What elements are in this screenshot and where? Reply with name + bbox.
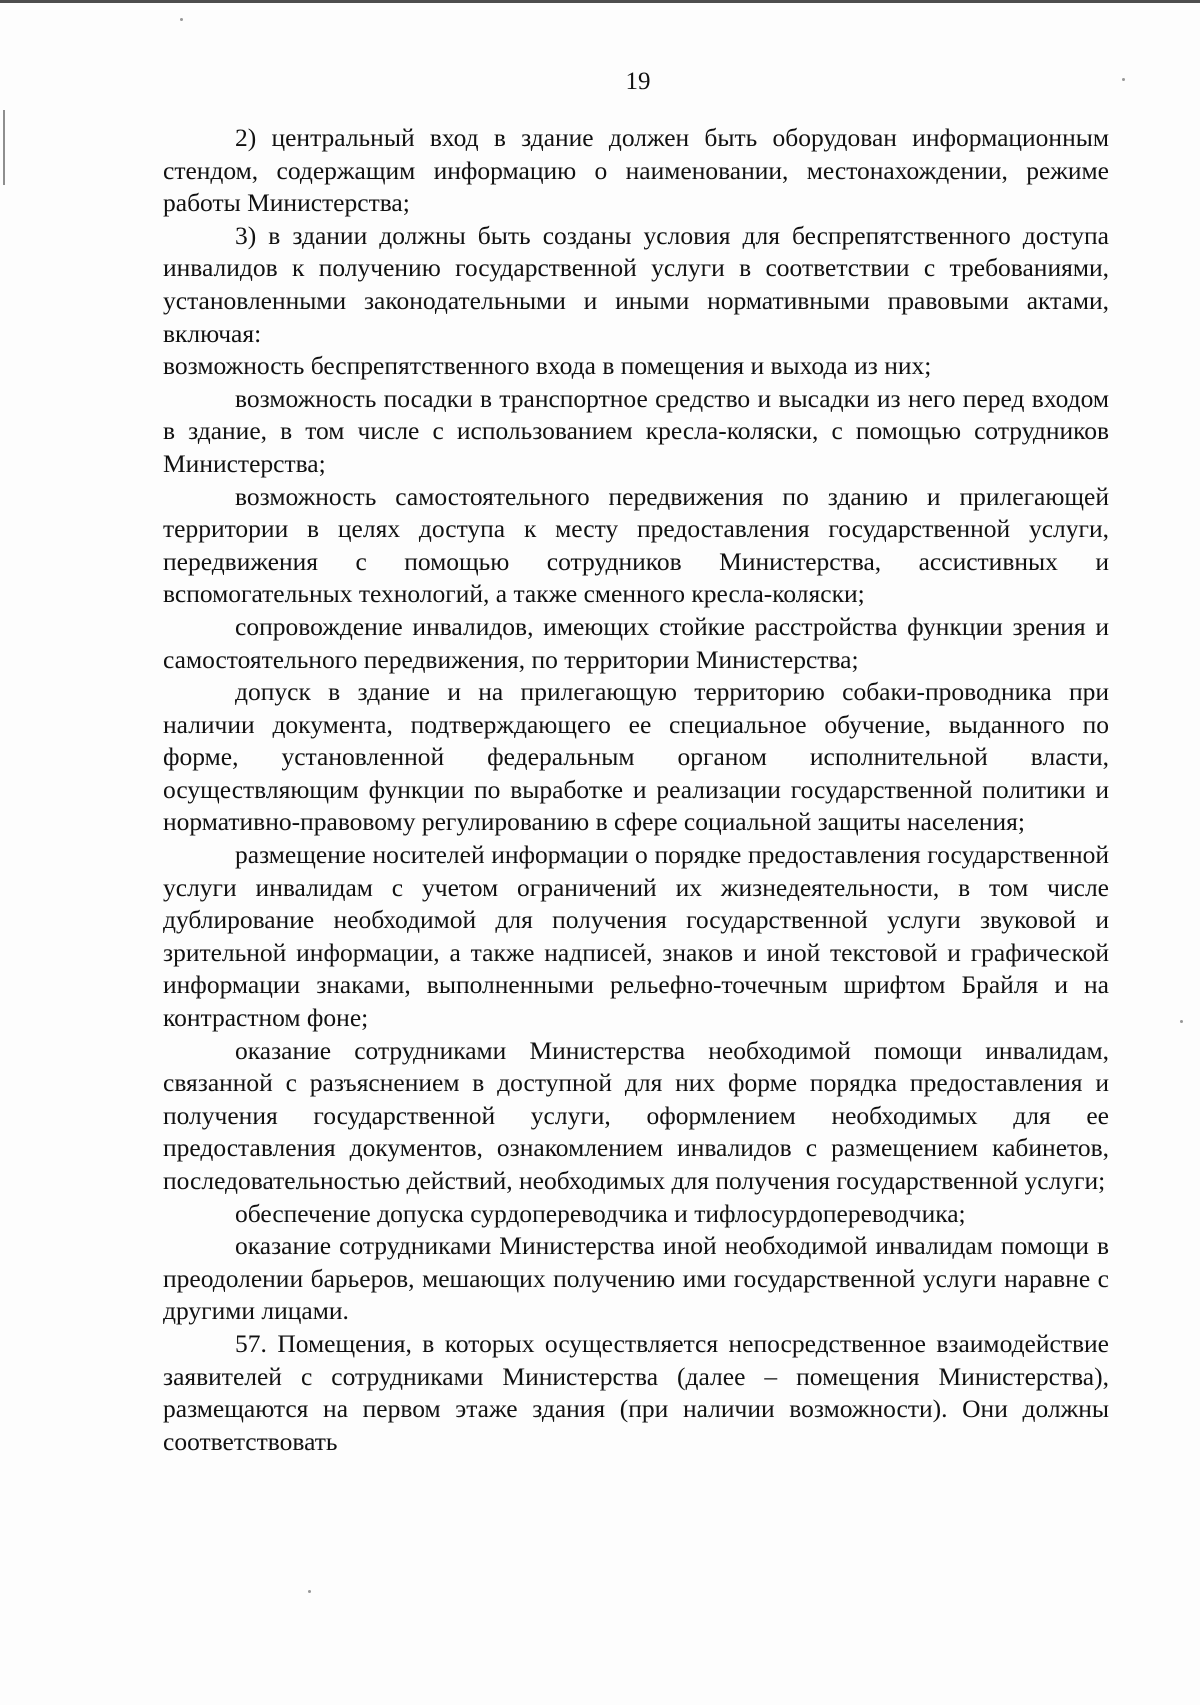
document-body (163, 122, 1109, 1458)
scan-top-edge (0, 0, 1200, 3)
paragraph-independent-movement: возможность самостоятельного передвижения по зданию и прилегающей территории в целях доступа к месту предоставления государственной услуги, передвижения с помощью сотрудников Министерства, ассистивных и вспомогательных технологий, а также сменного кресла-коляски; (163, 481, 1109, 609)
paragraph-entrance-stand: 2) центральный вход в здание должен быть оборудован информационным стендом, содержащим информацию о наименовании, местонахождении, режиме работы Министерства; (163, 123, 1109, 218)
paragraph-interpreters: обеспечение допуска сурдопереводчика и тифлосурдопереводчика; (235, 1198, 966, 1228)
scan-margin-mark (3, 110, 5, 185)
scan-speck (308, 1590, 311, 1593)
scan-speck (180, 18, 183, 21)
paragraph-guide-dog: допуск в здание и на прилегающую территорию собаки-проводника при наличии документа, подтверждающего ее специальное обучение, выданного по форме, установленной федеральным органом исполнительной власти, осуществляющим функции по выработке и реализации государственной политики и нормативно-правовому регулированию в сфере социальной защиты населения; (163, 677, 1109, 837)
paragraph-transport-boarding: возможность посадки в транспортное средство и высадки из него перед входом в здание, в том числе с использованием кресла-коляски, с помощью сотрудников Министерства; (163, 383, 1109, 478)
paragraph-escort: сопровождение инвалидов, имеющих стойкие расстройства функции зрения и самостоятельного передвижения, по территории Министерства; (163, 611, 1109, 674)
paragraph-information-carriers: размещение носителей информации о порядке предоставления государственной услуги инвалидам с учетом ограничений их жизнедеятельности, в том числе дублирование необходимой для получения государственной услуги звуковой и зрительной информации, а также надписей, знаков и иной текстовой и графической информации знаками, выполненными рельефно-точечным шрифтом Брайля и на контрастном фоне; (163, 840, 1109, 1033)
paragraph-item-57: 57. Помещения, в которых осуществляется непосредственное взаимодействие заявителей с сотрудниками Министерства (далее – помещения Министерства), размещаются на первом этаже здания (при наличии возможности). Они должны соответствовать (163, 1328, 1109, 1456)
page-number: 19 (625, 68, 651, 95)
paragraph-staff-assistance: оказание сотрудниками Министерства необходимой помощи инвалидам, связанной с разъяснением в доступной для них форме порядка предоставления и получения государственной услуги, оформлением необходимых для ее предоставления документов, ознакомлением инвалидов с размещением кабинетов, последовательностью действий, необходимых для получения государственной услуги; (163, 1035, 1109, 1195)
paragraph-accessibility-conditions: 3) в здании должны быть созданы условия для беспрепятственного доступа инвалидов к получению государственной услуги в соответствии с требованиями, установленными законодательными и иными нормативными правовыми актами, включая: (163, 220, 1109, 348)
paragraph-other-help: оказание сотрудниками Министерства иной необходимой инвалидам помощи в преодолении барьеров, мешающих получению ими государственной услуги наравне с другими лицами. (163, 1231, 1109, 1326)
scan-speck (1180, 1020, 1183, 1023)
paragraph-free-entry: возможность беспрепятственного входа в помещения и выхода из них; (163, 351, 932, 381)
